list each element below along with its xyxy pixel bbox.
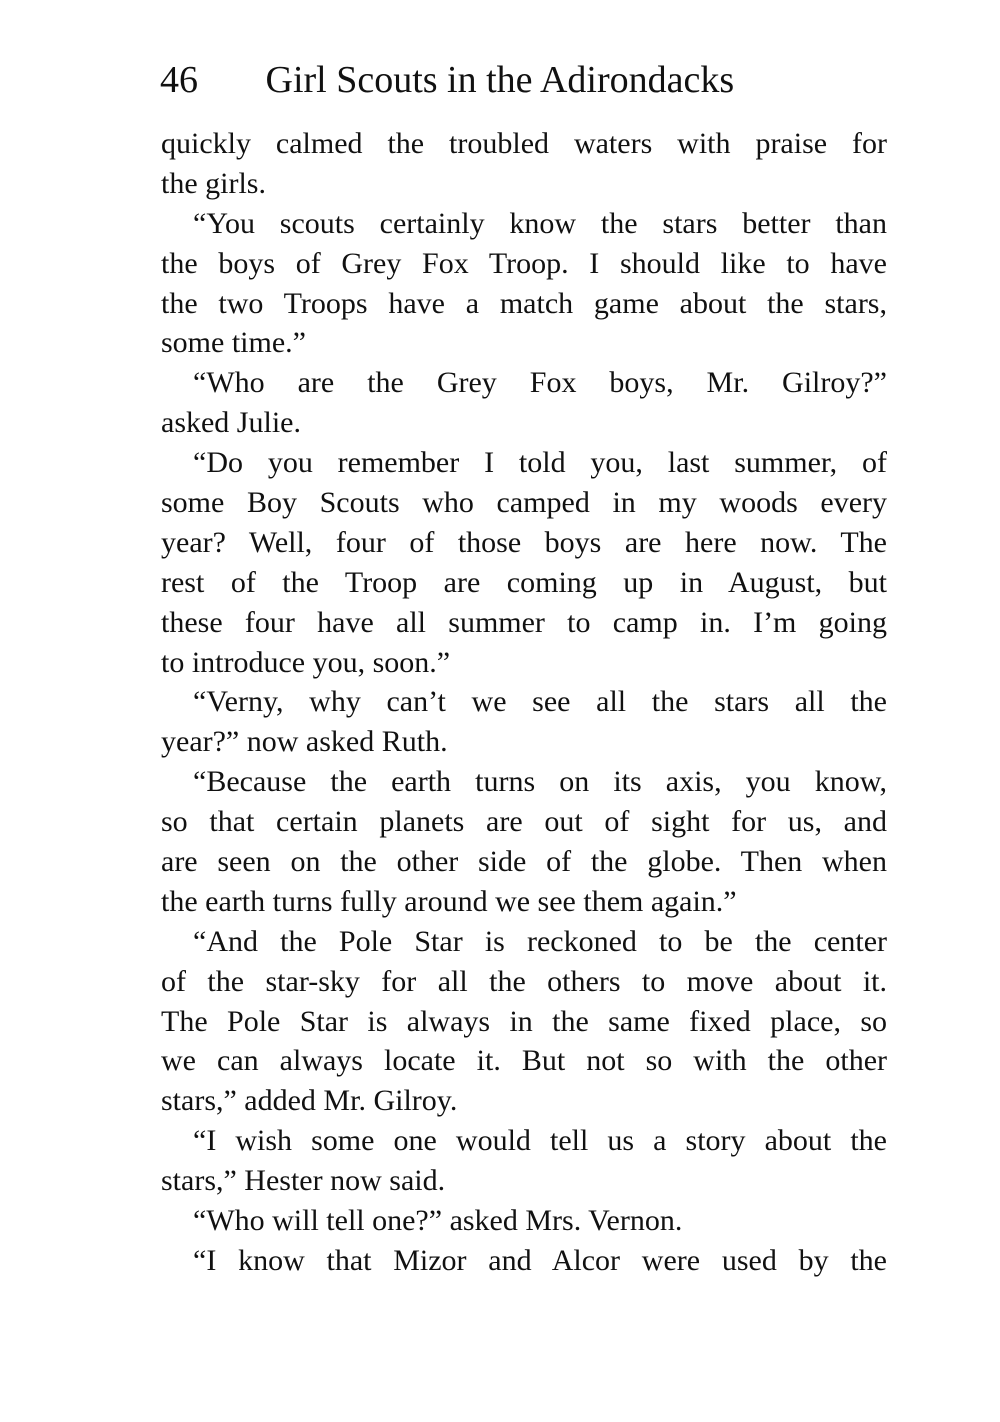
page-number: 46 (160, 59, 198, 101)
text-line: these four have all summer to camp in. I’m going (161, 605, 887, 639)
text-line: some Boy Scouts who camped in my woods every (161, 486, 887, 520)
text-line: year? Well, four of those boys are here now. The (161, 525, 887, 559)
text-line: “Do you remember I told you, last summer, of (193, 446, 887, 480)
body-text (161, 124, 887, 1281)
text-line: The Pole Star is always in the same fixed place, so (161, 1004, 887, 1038)
text-line: “Verny, why can’t we see all the stars all the (193, 685, 887, 719)
text-line: rest of the Troop are coming up in August, but (161, 565, 887, 599)
text-line: the earth turns fully around we see them again.” (161, 884, 737, 918)
text-line: the girls. (161, 166, 266, 200)
text-line: so that certain planets are out of sight for us, and (161, 805, 887, 839)
text-line: year?” now asked Ruth. (161, 725, 448, 759)
page-header (160, 52, 890, 108)
text-line: “Who are the Grey Fox boys, Mr. Gilroy?” (193, 366, 887, 400)
text-line: the boys of Grey Fox Troop. I should like to have (161, 246, 887, 280)
text-line: “Because the earth turns on its axis, you know, (193, 765, 887, 799)
text-line: the two Troops have a match game about the stars, (161, 286, 887, 320)
text-line: “And the Pole Star is reckoned to be the center (193, 924, 887, 958)
text-line: stars,” Hester now said. (161, 1164, 446, 1198)
text-line: “Who will tell one?” asked Mrs. Vernon. (193, 1204, 683, 1238)
text-line: stars,” added Mr. Gilroy. (161, 1084, 458, 1118)
text-line: “You scouts certainly know the stars better than (193, 206, 887, 240)
text-line: are seen on the other side of the globe. Then when (161, 845, 887, 879)
text-line: asked Julie. (161, 406, 301, 440)
text-line: some time.” (161, 326, 306, 360)
text-line: “I wish some one would tell us a story about the (193, 1124, 887, 1158)
text-line: to introduce you, soon.” (161, 645, 451, 679)
text-line: of the star-sky for all the others to move about it. (161, 964, 887, 998)
text-line: “I know that Mizor and Alcor were used by the (193, 1243, 887, 1277)
running-title: Girl Scouts in the Adirondacks (265, 59, 735, 101)
text-line: we can always locate it. But not so with the other (161, 1044, 887, 1078)
text-line: quickly calmed the troubled waters with praise for (161, 127, 887, 160)
